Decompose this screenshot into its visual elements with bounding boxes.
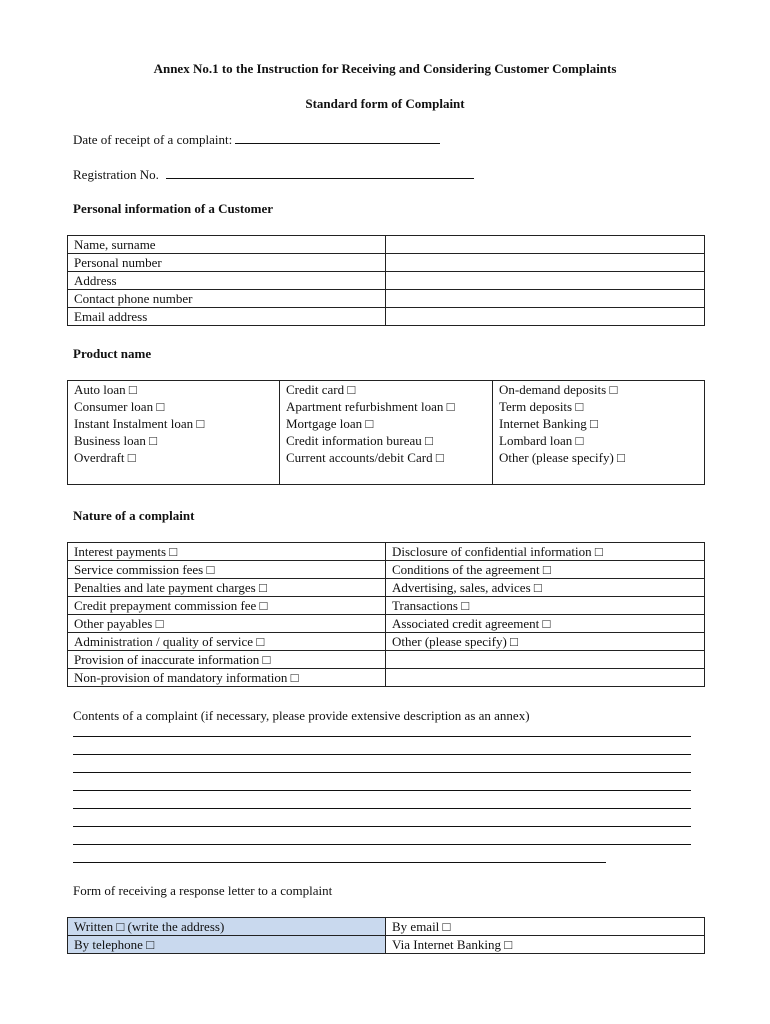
nature-empty-cell bbox=[386, 651, 705, 669]
registration-label: Registration No. bbox=[73, 167, 159, 182]
email-input[interactable] bbox=[386, 308, 705, 326]
registration-row bbox=[73, 166, 474, 183]
product-option[interactable]: Mortgage loan □ bbox=[280, 415, 493, 432]
product-option[interactable]: Other (please specify) □ bbox=[493, 449, 705, 484]
contact-phone-input[interactable] bbox=[386, 290, 705, 308]
contents-line[interactable] bbox=[73, 862, 606, 863]
response-label: Form of receiving a response letter to a complaint bbox=[73, 883, 333, 898]
field-address: Address bbox=[68, 272, 386, 290]
response-written-option[interactable]: Written □ (write the address) bbox=[68, 918, 386, 936]
product-option[interactable]: Apartment refurbishment loan □ bbox=[280, 398, 493, 415]
nature-option[interactable]: Provision of inaccurate information □ bbox=[68, 651, 386, 669]
field-contact-phone: Contact phone number bbox=[68, 290, 386, 308]
nature-heading: Nature of a complaint bbox=[73, 508, 195, 523]
personal-number-input[interactable] bbox=[386, 254, 705, 272]
field-name-surname: Name, surname bbox=[68, 236, 386, 254]
nature-table bbox=[67, 542, 705, 687]
product-option[interactable]: Credit card □ bbox=[280, 381, 493, 399]
product-option[interactable]: On-demand deposits □ bbox=[493, 381, 705, 399]
nature-option[interactable]: Conditions of the agreement □ bbox=[386, 561, 705, 579]
nature-option[interactable]: Non-provision of mandatory information □ bbox=[68, 669, 386, 687]
contents-line[interactable] bbox=[73, 826, 691, 827]
date-of-receipt-row bbox=[73, 131, 440, 148]
contents-line[interactable] bbox=[73, 754, 691, 755]
product-option[interactable]: Instant Instalment loan □ bbox=[68, 415, 280, 432]
product-option[interactable]: Internet Banking □ bbox=[493, 415, 705, 432]
product-option[interactable]: Term deposits □ bbox=[493, 398, 705, 415]
product-option[interactable]: Current accounts/debit Card □ bbox=[280, 449, 493, 484]
contents-line[interactable] bbox=[73, 844, 691, 845]
date-of-receipt-field[interactable] bbox=[235, 131, 440, 144]
response-email-option[interactable]: By email □ bbox=[386, 918, 705, 936]
nature-option[interactable]: Credit prepayment commission fee □ bbox=[68, 597, 386, 615]
address-input[interactable] bbox=[386, 272, 705, 290]
date-of-receipt-label: Date of receipt of a complaint: bbox=[73, 132, 233, 147]
nature-empty-cell bbox=[386, 669, 705, 687]
document-title: Annex No.1 to the Instruction for Receiving and Considering Customer Complaints bbox=[153, 61, 617, 76]
name-surname-input[interactable] bbox=[386, 236, 705, 254]
field-email: Email address bbox=[68, 308, 386, 326]
product-option[interactable]: Consumer loan □ bbox=[68, 398, 280, 415]
contents-line[interactable] bbox=[73, 736, 691, 737]
nature-option[interactable]: Penalties and late payment charges □ bbox=[68, 579, 386, 597]
contents-line[interactable] bbox=[73, 790, 691, 791]
nature-option[interactable]: Service commission fees □ bbox=[68, 561, 386, 579]
product-option[interactable]: Credit information bureau □ bbox=[280, 432, 493, 449]
contents-label: Contents of a complaint (if necessary, please provide extensive description as an annex) bbox=[73, 708, 530, 723]
response-telephone-option[interactable]: By telephone □ bbox=[68, 936, 386, 954]
nature-option[interactable]: Transactions □ bbox=[386, 597, 705, 615]
response-table bbox=[67, 917, 705, 954]
personal-info-table bbox=[67, 235, 705, 326]
nature-option[interactable]: Interest payments □ bbox=[68, 543, 386, 561]
nature-option[interactable]: Advertising, sales, advices □ bbox=[386, 579, 705, 597]
nature-option[interactable]: Disclosure of confidential information □ bbox=[386, 543, 705, 561]
product-name-heading: Product name bbox=[73, 346, 152, 361]
product-option[interactable]: Auto loan □ bbox=[68, 381, 280, 399]
nature-option[interactable]: Other (please specify) □ bbox=[386, 633, 705, 651]
product-option[interactable]: Business loan □ bbox=[68, 432, 280, 449]
nature-option[interactable]: Administration / quality of service □ bbox=[68, 633, 386, 651]
product-table bbox=[67, 380, 705, 485]
personal-info-heading: Personal information of a Customer bbox=[73, 201, 274, 216]
nature-option[interactable]: Associated credit agreement □ bbox=[386, 615, 705, 633]
form-subtitle: Standard form of Complaint bbox=[305, 96, 465, 111]
field-personal-number: Personal number bbox=[68, 254, 386, 272]
registration-field[interactable] bbox=[166, 166, 474, 179]
product-option[interactable]: Overdraft □ bbox=[68, 449, 280, 484]
contents-line[interactable] bbox=[73, 772, 691, 773]
response-internet-banking-option[interactable]: Via Internet Banking □ bbox=[386, 936, 705, 954]
product-option[interactable]: Lombard loan □ bbox=[493, 432, 705, 449]
nature-option[interactable]: Other payables □ bbox=[68, 615, 386, 633]
contents-line[interactable] bbox=[73, 808, 691, 809]
